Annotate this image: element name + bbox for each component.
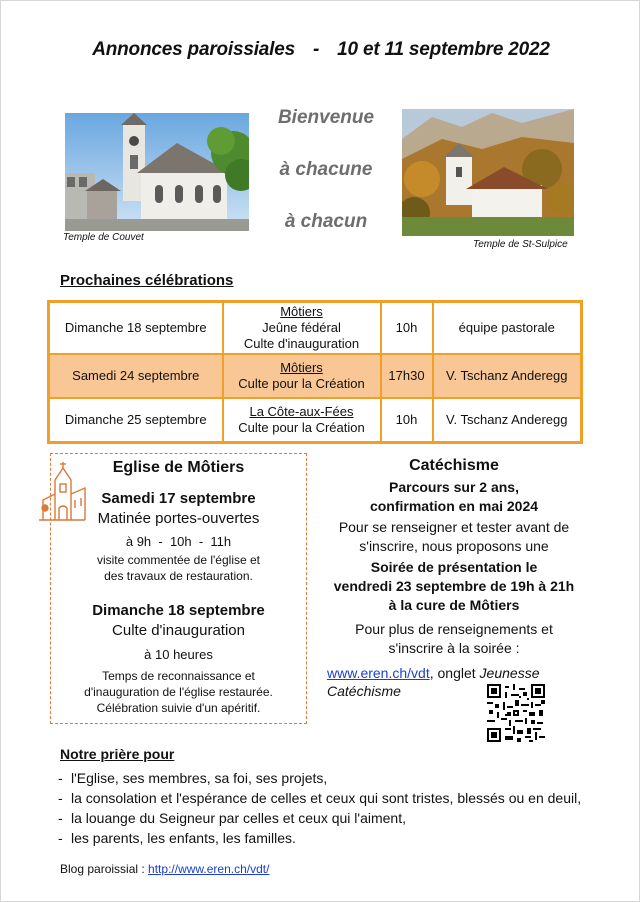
table-row — [49, 302, 582, 355]
celebration-place-event — [223, 354, 381, 398]
eglise-day-2: Dimanche 18 septembre — [92, 602, 265, 619]
eglise-desc-2: Temps de reconnaissance et d'inauguration de l'église restaurée. Célébration suivie d'un apéritif. — [84, 669, 273, 715]
catechisme-title: Catéchisme — [409, 457, 499, 474]
celebration-date: Dimanche 25 septembre — [49, 398, 223, 442]
eglise-desc-1: visite commentée de l'église et des travaux de restauration. — [96, 553, 261, 583]
eglise-title: Eglise de Môtiers — [112, 459, 245, 476]
celebration-place: Môtiers — [280, 304, 323, 319]
eglise-time-2: à 10 heures — [144, 647, 213, 662]
table-row — [49, 398, 582, 442]
list-item: - les parents, les enfants, les familles. — [58, 828, 581, 848]
title-main: Annonces paroissiales — [92, 39, 295, 60]
eglise-event-1: Matinée portes-ouvertes — [97, 510, 260, 527]
celebration-officiant: V. Tschanz Anderegg — [433, 398, 582, 442]
title-date: 10 et 11 septembre 2022 — [337, 39, 550, 60]
catechisme-link-suffix: , onglet — [429, 665, 480, 681]
welcome-line-1: Bienvenue — [277, 107, 375, 128]
blog-label: Blog paroissial : — [60, 862, 149, 876]
celebration-event: Culte pour la Création — [238, 419, 365, 435]
celebration-date: Samedi 24 septembre — [49, 354, 223, 398]
celebration-place: La Côte-aux-Fées — [249, 403, 354, 419]
title-separator: - — [313, 39, 320, 60]
list-item: - la consolation et l'espérance de celles et ceux qui sont tristes, blessés ou en deuil, — [58, 788, 581, 808]
celebration-date: Dimanche 18 septembre — [49, 302, 223, 355]
eglise-day-1: Samedi 17 septembre — [101, 490, 256, 507]
eglise-event-2: Culte d'inauguration — [112, 622, 245, 639]
celebrations-table — [47, 300, 583, 444]
list-item: - la louange du Seigneur par celles et ceux qui l'aiment, — [58, 808, 581, 828]
photo-temple-couvet — [65, 113, 249, 231]
table-row — [49, 354, 582, 398]
list-item: - l'Eglise, ses membres, sa foi, ses projets, — [58, 768, 581, 788]
celebration-time: 10h — [381, 398, 433, 442]
caption-left: Temple de Couvet — [63, 232, 144, 243]
catechisme-link-tab: Jeunesse Catéchisme — [327, 665, 540, 699]
catechisme-link-line — [327, 664, 587, 700]
priere-list — [58, 768, 581, 848]
photo-temple-st-sulpice — [402, 109, 574, 236]
caption-right: Temple de St-Sulpice — [473, 239, 568, 250]
catechisme-soiree: Soirée de présentation le vendredi 23 septembre de 19h à 21h à la cure de Môtiers — [333, 559, 575, 613]
celebration-officiant: équipe pastorale — [433, 302, 582, 355]
celebration-event: Jeûne fédéral Culte d'inauguration — [243, 320, 360, 351]
celebration-place: Môtiers — [280, 360, 323, 375]
welcome-line-2: à chacune — [279, 159, 373, 180]
blog-line — [60, 862, 269, 876]
priere-heading: Notre prière pour — [60, 746, 175, 762]
celebration-event: Culte pour la Création — [238, 376, 365, 391]
catechisme-more-info: Pour plus de renseignements et s'inscrire à la soirée : — [355, 621, 553, 656]
catechisme-subtitle: Parcours sur 2 ans, confirmation en mai 2024 — [369, 479, 539, 514]
welcome-line-3: à chacun — [284, 211, 368, 232]
qr-code-icon — [487, 684, 545, 742]
catechisme-link[interactable]: www.eren.ch/vdt — [327, 665, 430, 681]
celebration-officiant: V. Tschanz Anderegg — [433, 354, 582, 398]
celebration-place-event — [223, 398, 381, 442]
celebration-time: 10h — [381, 302, 433, 355]
page-title — [1, 39, 640, 61]
catechisme-intro: Pour se renseigner et tester avant de s'inscrire, nous proposons une — [338, 519, 570, 554]
blog-link[interactable]: http://www.eren.ch/vdt/ — [148, 862, 270, 876]
celebration-time: 17h30 — [381, 354, 433, 398]
celebration-place-event — [223, 302, 381, 355]
eglise-hours-1: à 9h - 10h - 11h — [125, 534, 232, 549]
celebrations-heading: Prochaines célébrations — [60, 272, 234, 289]
